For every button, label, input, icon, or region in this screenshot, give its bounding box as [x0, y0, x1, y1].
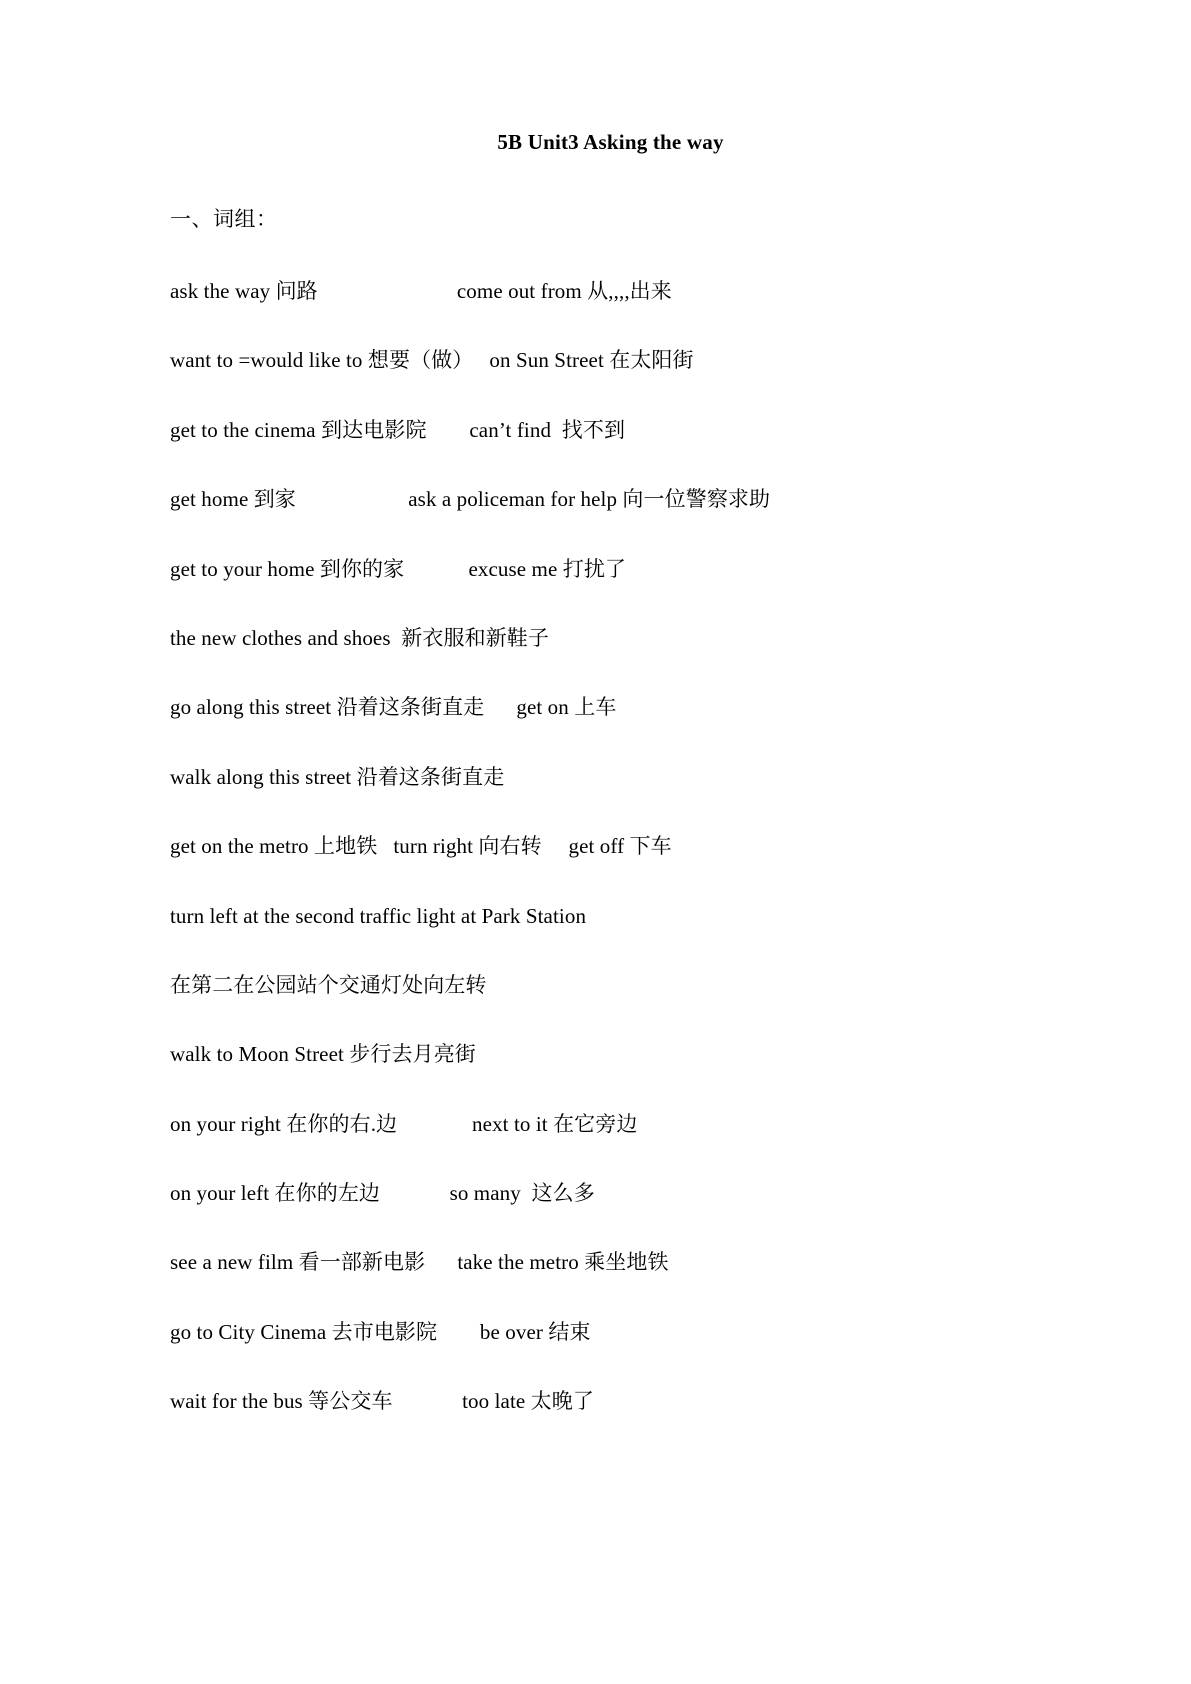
list-item: turn left at the second traffic light at Park Station: [170, 903, 587, 928]
list-item: wait for the bus 等公交车 too late 太晚了: [170, 1389, 594, 1414]
list-item: get to the cinema 到达电影院 can’t find 找不到: [170, 417, 626, 442]
list-item: on your left 在你的左边 so many 这么多: [170, 1181, 595, 1206]
list-item: walk along this street 沿着这条街直走: [170, 764, 505, 789]
list-item: get home 到家 ask a policeman for help 向一位警察求助: [170, 487, 771, 512]
list-item: 在第二在公园站个交通灯处向左转: [170, 972, 487, 997]
list-item: on your right 在你的右.边 next to it 在它旁边: [170, 1111, 638, 1136]
page-title: 5B Unit3 Asking the way: [497, 130, 724, 154]
list-item: walk to Moon Street 步行去月亮街: [170, 1042, 476, 1067]
section-heading-phrases: 一、词组：: [170, 207, 278, 231]
list-item: want to =would like to 想要（做） on Sun Street 在太阳街: [170, 348, 694, 373]
list-item: go along this street 沿着这条街直走 get on 上车: [170, 695, 617, 720]
list-item: the new clothes and shoes 新衣服和新鞋子: [170, 625, 550, 650]
list-item: see a new film 看一部新电影 take the metro 乘坐地铁: [170, 1250, 669, 1275]
phrase-list: [170, 277, 1021, 1417]
list-item: get on the metro 上地铁 turn right 向右转 get off 下车: [170, 834, 672, 859]
list-item: get to your home 到你的家 excuse me 打扰了: [170, 556, 627, 581]
list-item: go to City Cinema 去市电影院 be over 结束: [170, 1319, 591, 1344]
list-item: ask the way 问路 come out from 从,,,,出来: [170, 279, 672, 303]
